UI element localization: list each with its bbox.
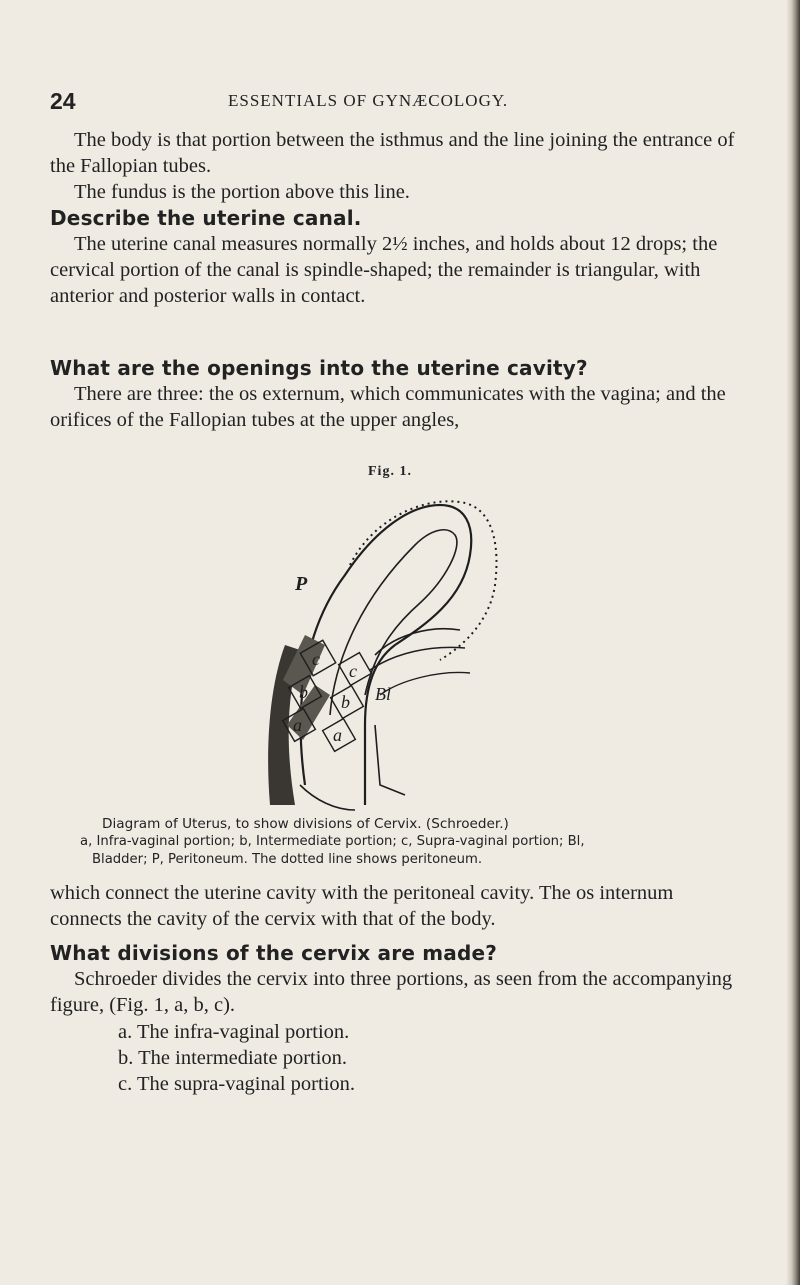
question-uterine-canal xyxy=(50,205,740,309)
question-cervix-divisions xyxy=(50,940,740,1018)
question-heading: What divisions of the cervix are made? xyxy=(50,941,498,965)
label-p: P xyxy=(295,573,308,595)
vaginal-wall-front xyxy=(300,785,355,810)
label-c-right: c xyxy=(349,661,357,681)
intro-paragraph-2: The fundus is the portion above this line. xyxy=(74,181,410,203)
question-openings xyxy=(50,355,740,433)
bladder-outline xyxy=(380,672,470,695)
peritoneum-dotted-line xyxy=(350,501,496,660)
uterus-diagram xyxy=(225,485,525,815)
label-bl: Bl xyxy=(375,684,391,704)
figure-caption xyxy=(50,815,750,869)
question-heading: Describe the uterine canal. xyxy=(50,206,362,230)
caption-title: Diagram of Uterus, to show divisions of Cervix. (Schroeder.) xyxy=(102,816,509,832)
question-heading: What are the openings into the uterine cavity? xyxy=(50,356,588,380)
list-item: b. The intermediate portion. xyxy=(118,1047,348,1069)
divisions-list xyxy=(50,1019,740,1097)
label-b-right: b xyxy=(341,692,350,712)
intro-section xyxy=(50,127,740,205)
fundus-outline xyxy=(301,505,472,805)
page-header xyxy=(50,88,740,112)
vaginal-wall xyxy=(375,725,405,795)
label-a-left: a xyxy=(293,715,302,735)
list-item: a. The infra-vaginal portion. xyxy=(118,1021,350,1043)
caption-legend-line-1: a, Infra-vaginal portion; b, Intermediate portion; c, Supra-vaginal portion; Bl, xyxy=(80,834,585,849)
figure-label: Fig. 1. xyxy=(368,464,412,479)
label-b-left: b xyxy=(299,682,308,702)
list-item: c. The supra-vaginal portion. xyxy=(118,1073,356,1095)
label-c-left: c xyxy=(312,649,320,669)
page-edge-shadow xyxy=(786,0,800,1285)
answer-paragraph: The uterine canal measures normally 2½ inches, and holds about 12 drops; the cervical portion of the canal is spindle-shaped; the remainder is triangular, with anterior and posterior walls in contact. xyxy=(50,233,718,307)
running-head: ESSENTIALS OF GYNÆCOLOGY. xyxy=(228,91,509,110)
page-number: 24 xyxy=(50,88,76,114)
answer-paragraph: There are three: the os externum, which communicates with the vagina; and the orifices of the Fallopian tubes at the upper angles, xyxy=(50,383,726,431)
label-a-right: a xyxy=(333,725,342,745)
openings-continuation xyxy=(50,880,740,932)
intro-paragraph-1: The body is that portion between the isthmus and the line joining the entrance of the Fallopian tubes. xyxy=(50,129,735,177)
continuation-paragraph: which connect the uterine cavity with the peritoneal cavity. The os internum connects the cavity of the cervix with that of the body. xyxy=(50,882,674,930)
caption-legend-line-2: Bladder; P, Peritoneum. The dotted line shows peritoneum. xyxy=(92,852,483,867)
answer-paragraph: Schroeder divides the cervix into three portions, as seen from the accompanying figure, (Fig. 1, a, b, c). xyxy=(50,968,733,1016)
posterior-wall xyxy=(370,629,465,670)
